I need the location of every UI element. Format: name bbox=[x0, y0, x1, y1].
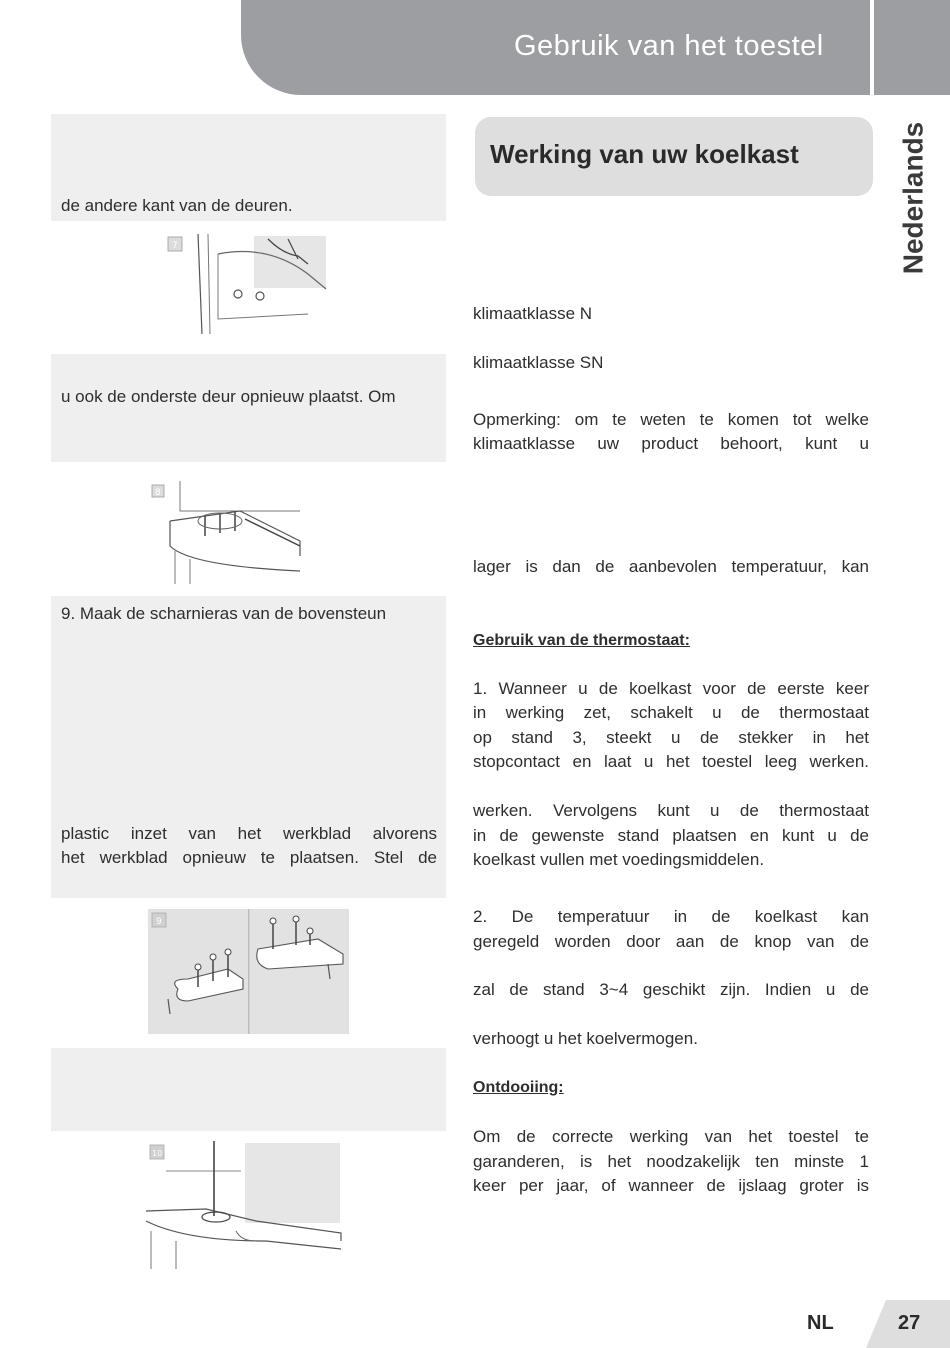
figure-8-illustration bbox=[150, 481, 305, 584]
para6-line-2: garanderen, is het noodzakelijk ten minste 1 bbox=[473, 1152, 869, 1171]
instruction-text-3c: het werkblad opnieuw te plaatsen. Stel de bbox=[61, 848, 437, 867]
defrost-heading: Ontdooiing: bbox=[473, 1079, 564, 1096]
instruction-text-3b: plastic inzet van het werkblad alvorens bbox=[61, 824, 437, 843]
para1-line-1: 1. Wanneer u de koelkast voor de eerste keer bbox=[473, 679, 869, 698]
instruction-text-3a: 9. Maak de scharnieras van de bovensteun bbox=[61, 604, 387, 623]
para5-line: verhoogt u het koelvermogen. bbox=[473, 1029, 698, 1048]
temperature-line: lager is dan de aanbevolen temperatuur, kan bbox=[473, 557, 869, 576]
para4-line: zal de stand 3~4 geschikt zijn. Indien u de bbox=[473, 980, 869, 999]
figure-8-number: 8 bbox=[155, 488, 161, 498]
para3-line-1: 2. De temperatuur in de koelkast kan bbox=[473, 907, 869, 926]
instruction-text-1: de andere kant van de deuren. bbox=[61, 196, 293, 215]
climate-class-n: klimaatklasse N bbox=[473, 304, 593, 323]
footer-language: NL bbox=[807, 1312, 834, 1334]
figure-9-number: 9 bbox=[156, 917, 162, 927]
instruction-text-2: u ook de onderste deur opnieuw plaatst. Om bbox=[61, 387, 396, 406]
side-label-text: Nederlands bbox=[897, 121, 928, 275]
page-number: 27 bbox=[898, 1312, 921, 1334]
para2-line-2: in de gewenste stand plaatsen en kunt u de bbox=[473, 826, 869, 845]
section-title: Werking van uw koelkast bbox=[490, 139, 799, 169]
para6-line-1: Om de correcte werking van het toestel te bbox=[473, 1127, 869, 1146]
header-tab bbox=[874, 0, 950, 95]
climate-class-sn: klimaatklasse SN bbox=[473, 353, 604, 372]
note-line-2: klimaatklasse uw product behoort, kunt u bbox=[473, 434, 869, 453]
para2-line-3: koelkast vullen met voedingsmiddelen. bbox=[473, 850, 765, 869]
para2-line-1: werken. Vervolgens kunt u de thermostaat bbox=[473, 801, 869, 820]
note-line-1: Opmerking: om te weten te komen tot welke bbox=[473, 410, 869, 429]
language-side-label bbox=[896, 112, 930, 284]
figure-9-illustration bbox=[148, 909, 349, 1034]
figure-10-number: 10 bbox=[152, 1149, 163, 1158]
para1-line-4: stopcontact en laat u het toestel leeg werken. bbox=[473, 752, 869, 771]
instruction-box-4 bbox=[51, 1048, 446, 1131]
para6-line-3: keer per jaar, of wanneer de ijslaag groter is bbox=[473, 1176, 869, 1195]
para1-line-3: op stand 3, steekt u de stekker in het bbox=[473, 728, 869, 747]
figure-10-illustration bbox=[146, 1141, 347, 1269]
para1-line-2: in werking zet, schakelt u de thermostaat bbox=[473, 703, 869, 722]
figure-7-illustration bbox=[158, 234, 329, 334]
thermostat-heading: Gebruik van de thermostaat: bbox=[473, 632, 690, 649]
figure-7-number: 7 bbox=[172, 241, 178, 251]
page-header-title: Gebruik van het toestel bbox=[514, 30, 824, 62]
para3-line-2: geregeld worden door aan de knop van de bbox=[473, 932, 869, 951]
